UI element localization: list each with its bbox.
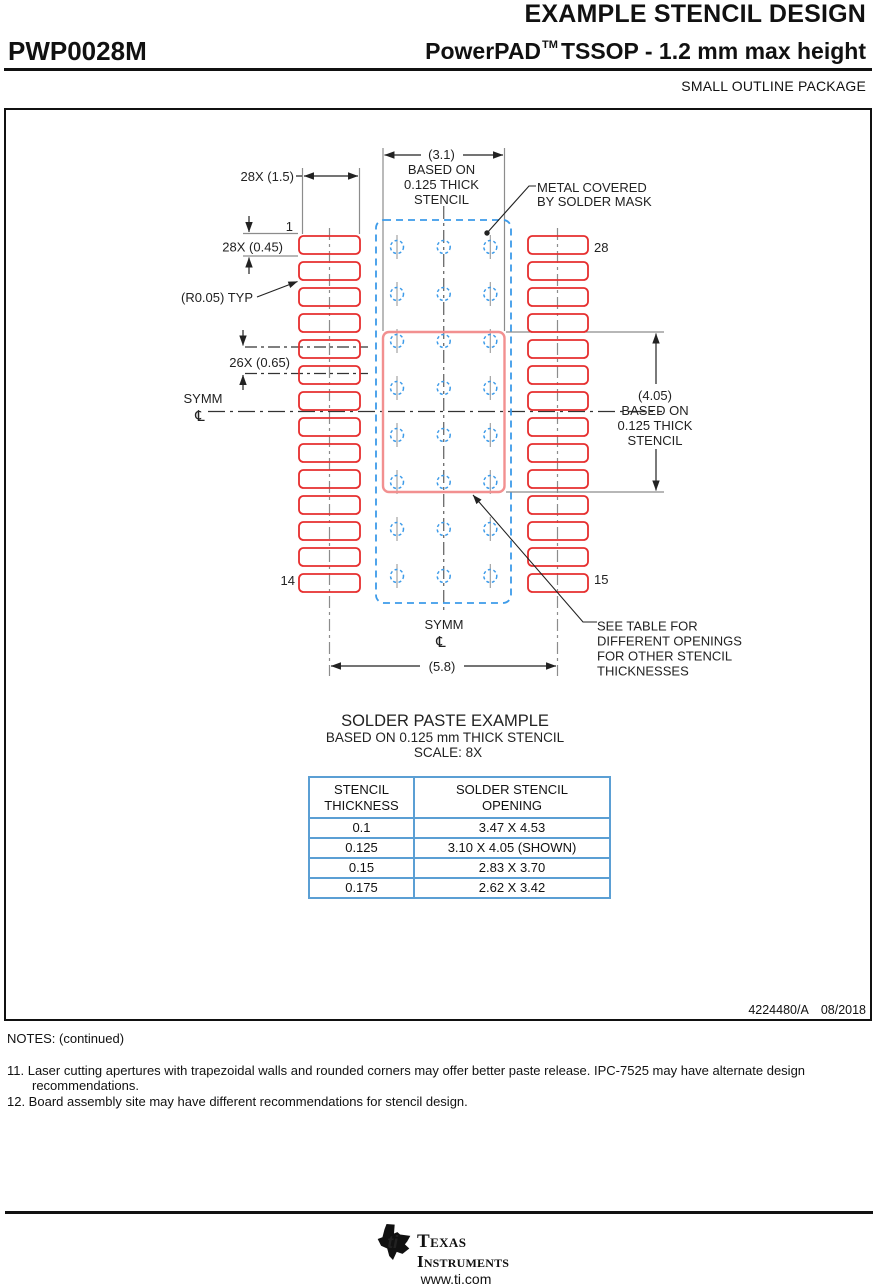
note-item: 11. Laser cutting apertures with trapezoidal walls and rounded corners may offer better paste release. IPC-7525 may have alternate design recommendations. [7,1062,806,1094]
table-row: 2.83 X 3.70 [414,858,610,878]
pin-1-label: 1 [285,219,293,234]
symm-bottom-label: SYMM [424,617,464,632]
caption-sub2: SCALE: 8X [413,745,483,760]
see-table-note-1: SEE TABLE FOR [597,618,698,634]
part-number: PWP0028M [8,36,147,66]
dim-pitch-label: 26X (0.65) [229,355,290,370]
leader-lines [257,186,597,622]
dim-pad-width-label: 28X (0.45) [222,239,283,255]
table-row: 3.47 X 4.53 [414,818,610,838]
footer-rule [5,1211,873,1214]
table-row: 2.62 X 3.42 [414,878,610,898]
ti-logo [377,1223,411,1261]
ti-monogram: ti [387,1231,398,1252]
dim-stencil-width-note2: 0.125 THICK [404,177,479,192]
family-name: PowerPAD [425,38,542,64]
symm-bottom-centerline-symbol: ℄ [436,634,446,651]
package-subtitle: SMALL OUTLINE PACKAGE [681,78,866,94]
table-row: 0.15 [309,858,414,878]
dim-pad-length-label: 28X (1.5) [240,169,294,184]
centerlines [208,206,662,676]
trademark-mark: TM [542,39,558,52]
pin-15-label: 15 [594,572,609,587]
leader-dot [484,230,489,235]
dim-row-span-label: (5.8) [428,659,456,674]
page-title: EXAMPLE STENCIL DESIGN [524,0,866,28]
brand-line-1: Texas [417,1231,467,1252]
dim-stencil-height-note1: BASED ON [621,403,689,418]
see-table-note-2: DIFFERENT OPENINGS [597,633,742,649]
dim-stencil-width-value: (3.1) [428,147,455,162]
notes-title: NOTES: (continued) [7,1031,125,1046]
dim-stencil-height-value: (4.05) [638,388,672,403]
family-rest: TSSOP - 1.2 mm max height [560,38,866,64]
table-row: 0.175 [309,878,414,898]
table-row: 0.1 [309,818,414,838]
dim-stencil-height-note2: 0.125 THICK [617,418,693,433]
caption-sub1: BASED ON 0.125 mm THICK STENCIL [325,730,565,745]
dim-stencil-height-note3: STENCIL [627,433,683,448]
symm-left-centerline-symbol: ℄ [195,408,205,425]
ti-brand [377,1223,509,1270]
drawing-number: 4224480/A 08/2018 [748,1003,866,1017]
ti-website-link[interactable]: www.ti.com [420,1271,492,1287]
table-header-thickness: STENCIL THICKNESS [309,777,414,818]
table-row: 3.10 X 4.05 (SHOWN) [414,838,610,858]
symm-left-label: SYMM [183,391,223,406]
see-table-note-4: THICKNESSES [597,663,689,679]
metal-mask-label-2: BY SOLDER MASK [537,194,652,209]
table-header-opening: SOLDER STENCIL OPENING [414,777,610,818]
pin-28-label: 28 [594,240,609,255]
caption-title: SOLDER PASTE EXAMPLE [341,712,549,730]
dim-stencil-width-note1: BASED ON [407,162,476,177]
brand-line-2: Instruments [417,1252,510,1271]
ti-wordmark [417,1223,509,1270]
note-item: 12. Board assembly site may have different recommendations for stencil design. [7,1093,468,1109]
see-table-note-3: FOR OTHER STENCIL [597,648,733,664]
notes-section [7,1031,859,1109]
corner-radius-label: (R0.05) TYP [180,290,253,305]
stencil-opening-table [308,776,611,899]
metal-mask-label-1: METAL COVERED [537,180,647,195]
pin-14-label: 14 [280,573,295,588]
dim-stencil-width-note3: STENCIL [414,192,469,207]
table-row: 0.125 [309,838,414,858]
